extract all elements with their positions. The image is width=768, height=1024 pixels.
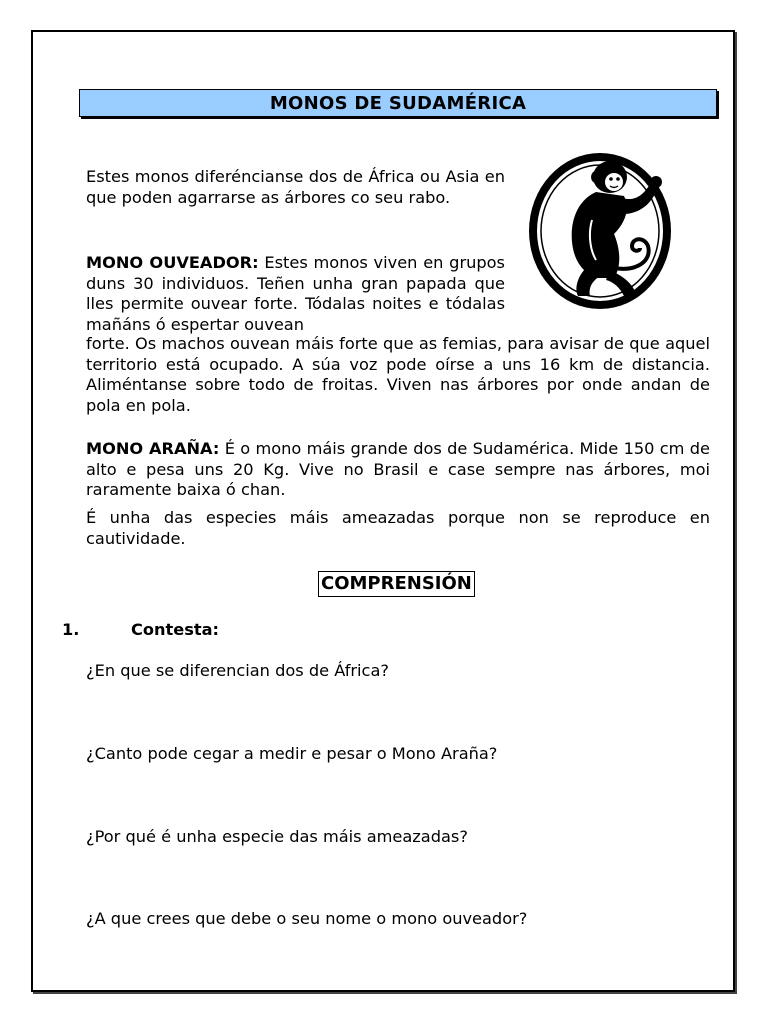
spider-text: É o mono máis grande dos de Sudamérica. Mide 150 cm de alto e pesa uns 20 Kg. Vive no Brasil e case sempre nas árbores, moi raramente baixa ó chan.	[86, 439, 711, 499]
exercise-number: 1.	[62, 620, 80, 639]
howler-text-b: forte. Os machos ouvean máis forte que as femias, para avisar de que aquel territorio está ocupado. A súa voz pode oírse a uns 16 km de distancia. Aliméntanse sobre todo de froitas. Viven nas árbores por onde andan de pola en pola.	[86, 334, 710, 415]
question-3: ¿Por qué é unha especie das máis ameazadas?	[86, 827, 468, 846]
question-4: ¿A que crees que debe o seu nome o mono ouveador?	[86, 909, 528, 928]
page-title: MONOS DE SUDAMÉRICA	[269, 92, 527, 114]
monkey-emblem-icon	[526, 150, 674, 312]
title-banner	[79, 89, 717, 117]
comprehension-heading: COMPRENSIÓN	[318, 571, 475, 597]
spider-paragraph	[86, 439, 710, 501]
question-1: ¿En que se diferencian dos de África?	[86, 661, 389, 680]
exercise-instruction: Contesta:	[131, 620, 220, 639]
spider-extra: É unha das especies máis ameazadas porque non se reproduce en cautividade.	[86, 508, 710, 548]
howler-text-a: Estes monos viven en grupos duns 30 individuos. Teñen unha gran papada que lles permite ouvear forte. Tódalas noites e tódalas mañáns ó espertar ouvean	[86, 253, 505, 334]
howler-paragraph-top	[86, 253, 505, 335]
spider-label: MONO ARAÑA:	[86, 439, 220, 458]
intro-paragraph: Estes monos diferéncianse dos de África ou Asia en que poden agarrarse as árbores co seu rabo.	[86, 167, 505, 207]
howler-label: MONO OUVEADOR:	[86, 253, 259, 272]
question-2: ¿Canto pode cegar a medir e pesar o Mono Araña?	[86, 744, 498, 763]
